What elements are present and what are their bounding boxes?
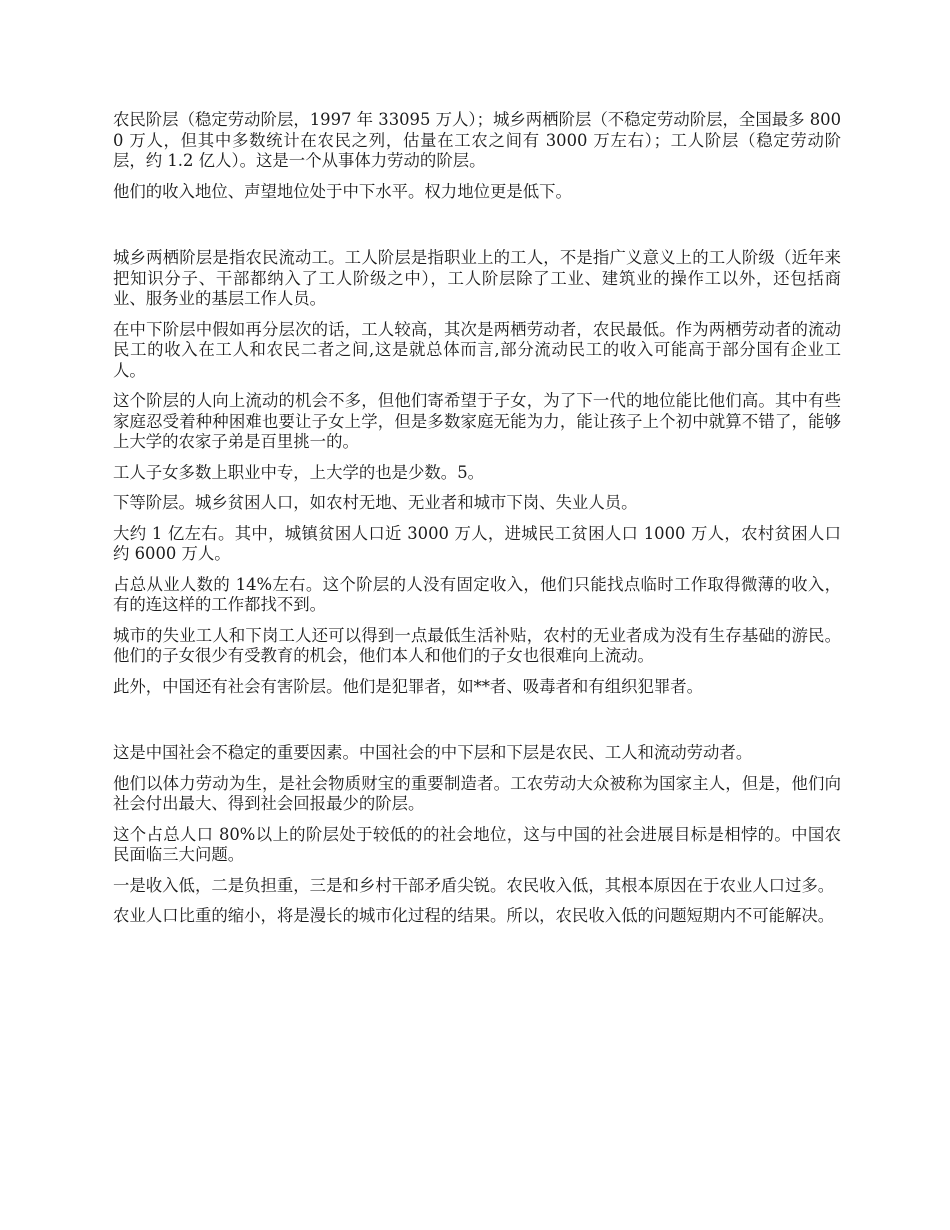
section-gap [113,212,841,248]
paragraph: 这个占总人口 80%以上的阶层处于较低的的社会地位，这与中国的社会进展目标是相悖的。中国农民面临三大问题。 [113,824,841,864]
paragraph: 此外，中国还有社会有害阶层。他们是犯罪者，如**者、吸毒者和有组织犯罪者。 [113,676,704,696]
paragraph: 农民阶层（稳定劳动阶层，1997 年 33095 万人）；城乡两栖阶层（不稳定劳动阶层，全国最多 8000 万人，但其中多数统计在农民之列，估量在工农之间有 3000 万左右）；工人阶层（稳定劳动阶层，约 1.2 亿人）。这是一个从事体力劳动的阶层。 [113,110,841,170]
paragraph: 城市的失业工人和下岗工人还可以得到一点最低生活补贴，农村的无业者成为没有生存基础的游民。他们的子女很少有受教育的机会，他们本人和他们的子女也很难向上流动。 [113,625,841,665]
paragraph: 一是收入低，二是负担重，三是和乡村干部矛盾尖锐。农民收入低，其根本原因在于农业人口过多。 [113,875,835,895]
paragraph: 农业人口比重的缩小，将是漫长的城市化过程的结果。所以，农民收入低的问题短期内不可能解决。 [113,906,835,925]
paragraph: 城乡两栖阶层是指农民流动工。工人阶层是指职业上的工人，不是指广义意义上的工人阶级（近年来把知识分子、干部都纳入了工人阶级之中），工人阶层除了工业、建筑业的操作工以外，还包括商业、服务业的基层工作人员。 [113,248,841,308]
paragraph: 在中下阶层中假如再分层次的话，工人较高，其次是两栖劳动者，农民最低。作为两栖劳动者的流动民工的收入在工人和农民二者之间,这是就总体而言,部分流动民工的收入可能高于部分国有企业工人。 [113,319,841,380]
paragraph: 占总从业人数的 14%左右。这个阶层的人没有固定收入，他们只能找点临时工作取得微薄的收入，有的连这样的工作都找不到。 [113,574,841,614]
paragraph: 工人子女多数上职业中专，上大学的也是少数。5。 [113,462,485,482]
section-gap [113,707,841,743]
paragraph: 这个阶层的人向上流动的机会不多，但他们寄希望于子女，为了下一代的地位能比他们高。其中有些家庭忍受着种种困难也要让子女上学，但是多数家庭无能为力，能让孩子上个初中就算不错了，能够上大学的农家子弟是百里挑一的。 [113,391,841,451]
paragraph: 大约 1 亿左右。其中，城镇贫困人口近 3000 万人，进城民工贫困人口 1000 万人，农村贫困人口约 6000 万人。 [113,523,841,563]
paragraph: 这是中国社会不稳定的重要因素。中国社会的中下层和下层是农民、工人和流动劳动者。 [113,743,753,762]
paragraph: 他们以体力劳动为生，是社会物质财宝的重要制造者。工农劳动大众被称为国家主人，但是，他们向社会付出最大、得到社会回报最少的阶层。 [113,773,841,813]
document-body [113,110,841,937]
paragraph: 他们的收入地位、声望地位处于中下水平。权力地位更是低下。 [113,181,572,201]
paragraph: 下等阶层。城乡贫困人口，如农村无地、无业者和城市下岗、失业人员。 [113,493,638,512]
